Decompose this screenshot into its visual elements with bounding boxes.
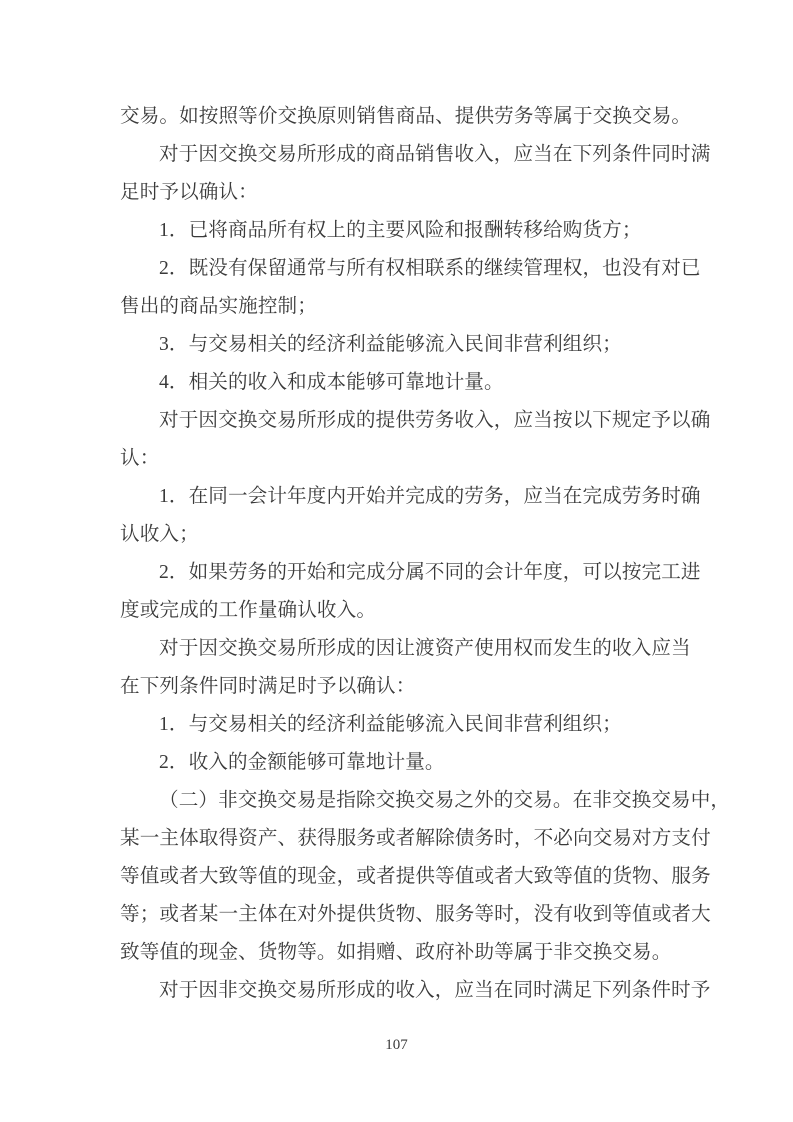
- text-line: 3．与交易相关的经济利益能够流入民间非营利组织；: [159, 334, 622, 355]
- text-line: 2．收入的金额能够可靠地计量。: [159, 752, 445, 773]
- text-line: 1．与交易相关的经济利益能够流入民间非营利组织；: [159, 714, 622, 735]
- text-line: 1．已将商品所有权上的主要风险和报酬转移给购货方；: [159, 220, 642, 241]
- text-line: 4．相关的收入和成本能够可靠地计量。: [159, 372, 504, 393]
- text-line: 对于因交换交易所形成的商品销售收入，应当在下列条件同时满: [159, 144, 711, 165]
- text-line: 2．既没有保留通常与所有权相联系的继续管理权，也没有对已: [159, 258, 701, 279]
- text-line: 对于因交换交易所形成的因让渡资产使用权而发生的收入应当: [159, 638, 691, 659]
- text-line: 交易。如按照等价交换原则销售商品、提供劳务等属于交换交易。: [120, 106, 692, 127]
- text-line: 在下列条件同时满足时予以确认：: [120, 676, 416, 697]
- page-number: 107: [385, 1037, 408, 1053]
- text-line: 等值或者大致等值的现金，或者提供等值或者大致等值的货物、服务: [120, 866, 711, 887]
- text-line: 度或完成的工作量确认收入。: [120, 600, 377, 621]
- text-line: 认：: [120, 448, 160, 469]
- text-line: 1．在同一会计年度内开始并完成的劳务，应当在完成劳务时确: [159, 486, 701, 507]
- text-line: 对于因非交换交易所形成的收入，应当在同时满足下列条件时予: [159, 980, 711, 1001]
- page-body-text: [120, 98, 731, 1010]
- text-line: 售出的商品实施控制；: [120, 296, 317, 317]
- text-line: 认收入；: [120, 524, 199, 545]
- text-line: 等；或者某一主体在对外提供货物、服务等时，没有收到等值或者大: [120, 904, 711, 925]
- text-line: 2．如果劳务的开始和完成分属不同的会计年度，可以按完工进: [159, 562, 701, 583]
- text-line: 对于因交换交易所形成的提供劳务收入，应当按以下规定予以确: [159, 410, 711, 431]
- text-line: 致等值的现金、货物等。如捐赠、政府补助等属于非交换交易。: [120, 942, 672, 963]
- text-line: 某一主体取得资产、获得服务或者解除债务时，不必向交易对方支付: [120, 828, 711, 849]
- text-line: （二）非交换交易是指除交换交易之外的交易。在非交换交易中，: [159, 790, 731, 811]
- text-line: 足时予以确认：: [120, 182, 258, 203]
